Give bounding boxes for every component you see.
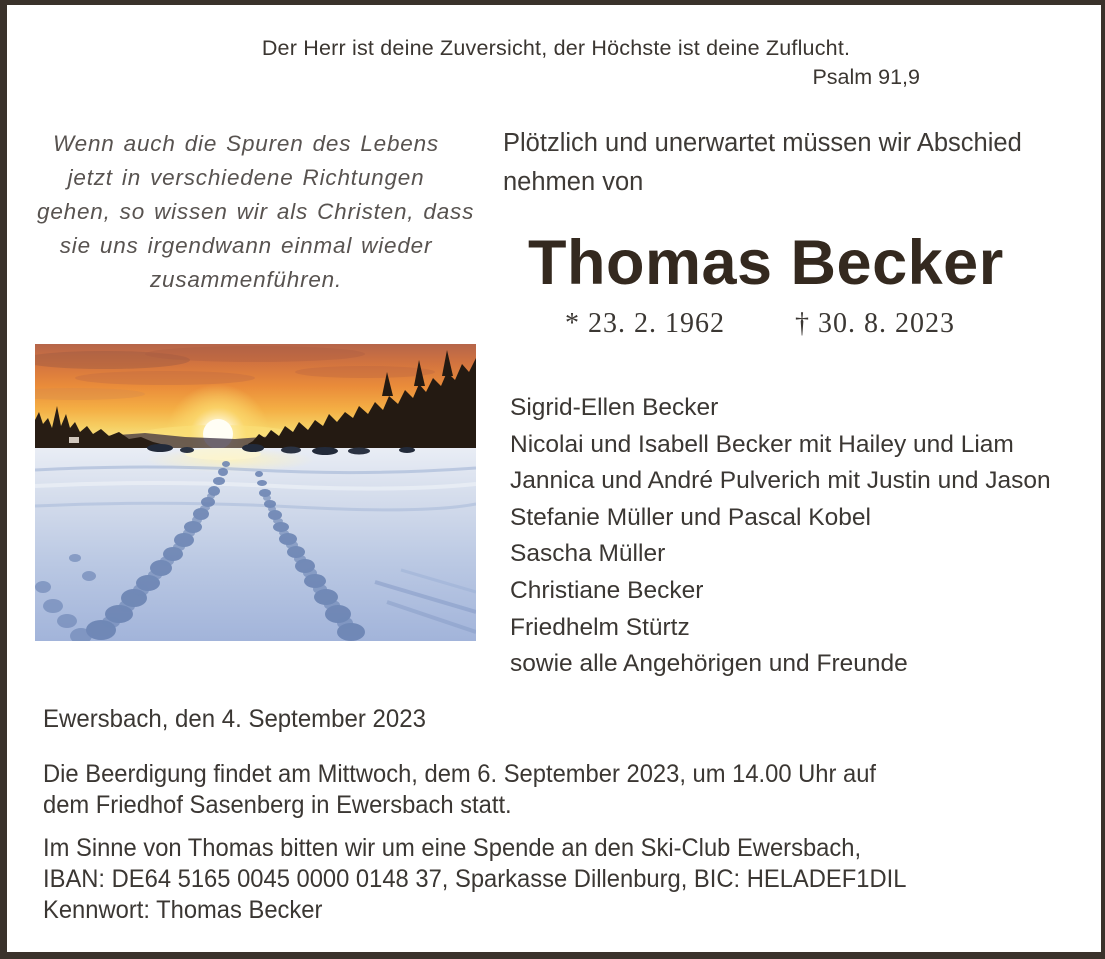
donation-info-line: Im Sinne von Thomas bitten wir um eine Spende an den Ski-Club Ewersbach, bbox=[43, 834, 862, 862]
funeral-info-line: Die Beerdigung findet am Mittwoch, dem 6. September 2023, um 14.00 Uhr auf bbox=[43, 760, 877, 788]
announcement-intro-line: nehmen von bbox=[503, 168, 644, 196]
condolence-poem bbox=[37, 127, 475, 297]
poem-line: sie uns irgendwann einmal wieder bbox=[59, 233, 433, 258]
announcement-intro-line: Plötzlich und unerwartet müssen wir Abschied bbox=[503, 129, 1022, 157]
mourner-line: Jannica und André Pulverich mit Justin und Jason bbox=[510, 467, 1051, 495]
mourners-list bbox=[510, 390, 1100, 683]
donation-info-line: Kennwort: Thomas Becker bbox=[43, 896, 323, 924]
mourner-line: Nicolai und Isabell Becker mit Hailey und Liam bbox=[510, 430, 1014, 458]
winter-sunset-photo bbox=[35, 344, 476, 641]
poem-line: Wenn auch die Spuren des Lebens bbox=[53, 131, 439, 156]
funeral-info bbox=[43, 759, 1050, 820]
birth-date: * 23. 2. 1962 bbox=[565, 308, 725, 339]
death-date: † 30. 8. 2023 bbox=[795, 308, 955, 339]
funeral-info-line: dem Friedhof Sasenberg in Ewersbach statt. bbox=[43, 790, 512, 819]
poem-line: jetzt in verschiedene Richtungen bbox=[67, 165, 425, 190]
mourner-line: sowie alle Angehörigen und Freunde bbox=[510, 650, 908, 678]
donation-info-line: IBAN: DE64 5165 0045 0000 0148 37, Sparkasse Dillenburg, BIC: HELADEF1DIL bbox=[43, 865, 907, 893]
mourner-line: Stefanie Müller und Pascal Kobel bbox=[510, 503, 871, 531]
announcement-intro bbox=[503, 124, 1083, 202]
life-dates bbox=[565, 308, 955, 340]
memorial-photo bbox=[35, 344, 476, 641]
mourner-line: Sigrid-Ellen Becker bbox=[510, 394, 719, 421]
poem-line: zusammenführen. bbox=[149, 267, 343, 292]
scripture-source: Psalm 91,9 bbox=[812, 65, 920, 89]
mourner-line: Sascha Müller bbox=[510, 540, 666, 568]
poem-line: gehen, so wissen wir als Christen, dass bbox=[37, 199, 475, 224]
city-date-line: Ewersbach, den 4. September 2023 bbox=[43, 705, 426, 733]
mourner-line: Friedhelm Stürtz bbox=[510, 613, 690, 641]
donation-info bbox=[43, 833, 1069, 926]
deceased-name: Thomas Becker bbox=[528, 228, 1004, 298]
scripture-quote: Der Herr ist deine Zuversicht, der Höchste ist deine Zuflucht. bbox=[261, 36, 851, 60]
mourner-line: Christiane Becker bbox=[510, 576, 704, 604]
